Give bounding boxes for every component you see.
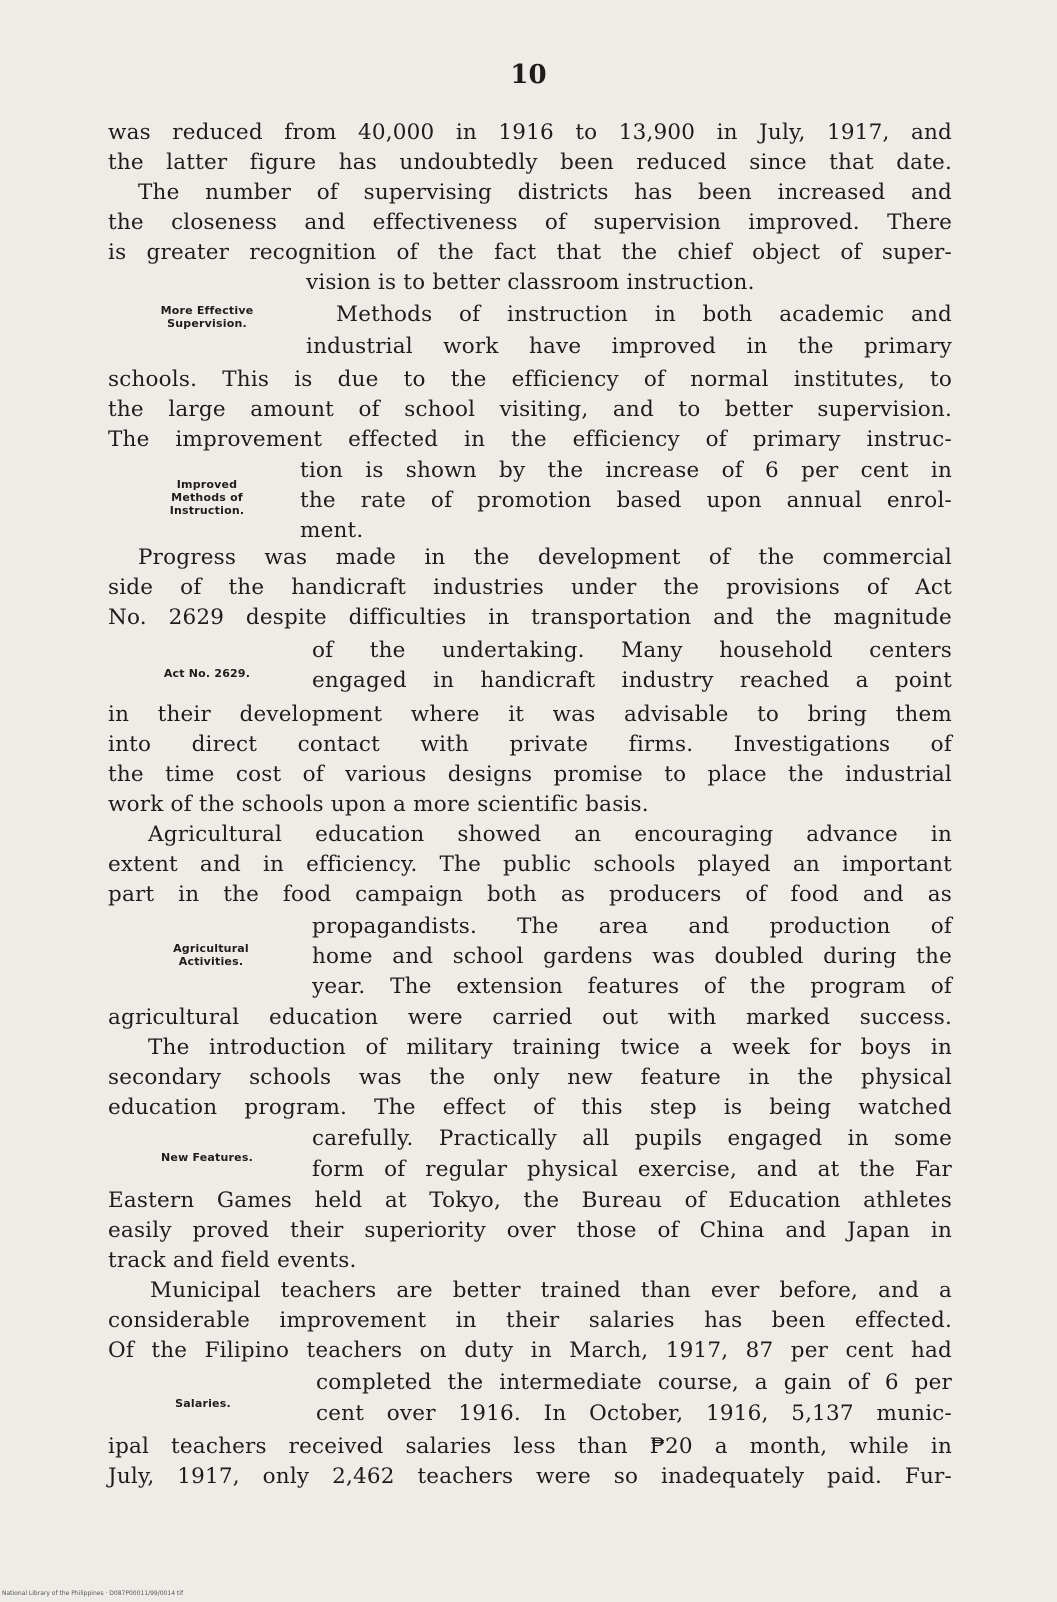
text-line: the closeness and effectiveness of supervision improved. There	[108, 210, 952, 235]
text-line: is greater recognition of the fact that the chief object of super-	[108, 240, 952, 265]
text-line: the rate of promotion based upon annual enrol-	[300, 488, 952, 513]
text-line: the time cost of various designs promise to place the industrial	[108, 762, 952, 787]
text-line: home and school gardens was doubled during the	[312, 944, 952, 969]
sidenote-salaries: Salaries.	[175, 1397, 231, 1410]
text-line: secondary schools was the only new feature in the physical	[108, 1065, 952, 1090]
text-line: The improvement effected in the efficiency of primary instruc-	[108, 427, 952, 452]
sidenote-new-features: New Features.	[161, 1151, 253, 1164]
text-line: considerable improvement in their salaries has been effected.	[108, 1308, 952, 1333]
text-line: ipal teachers received salaries less than ₱20 a month, while in	[108, 1434, 952, 1459]
sidenote-act-no-2629: Act No. 2629.	[163, 667, 251, 680]
text-line: of the undertaking. Many household centers	[312, 638, 952, 663]
text-line: in their development where it was advisable to bring them	[108, 702, 952, 727]
text-line: the large amount of school visiting, and to better supervision.	[108, 397, 952, 422]
text-line: side of the handicraft industries under the provisions of Act	[108, 575, 952, 600]
text-line: No. 2629 despite difficulties in transportation and the magnitude	[108, 605, 952, 630]
text-line: extent and in efficiency. The public schools played an important	[108, 852, 952, 877]
text-line: education program. The effect of this step is being watched	[108, 1095, 952, 1120]
text-line: Of the Filipino teachers on duty in March, 1917, 87 per cent had	[108, 1338, 952, 1363]
text-line: Methods of instruction in both academic and	[336, 302, 952, 327]
text-line: the latter figure has undoubtedly been reduced since that date.	[108, 150, 952, 175]
text-line: industrial work have improved in the primary	[306, 334, 952, 359]
text-line: agricultural education were carried out with marked success.	[108, 1005, 952, 1030]
sidenote-more-effective-supervision: More Effective Supervision.	[160, 304, 254, 330]
text-line: The introduction of military training twice a week for boys in	[148, 1035, 952, 1060]
text-line: form of regular physical exercise, and at the Far	[312, 1157, 952, 1182]
text-line: work of the schools upon a more scientific basis.	[108, 792, 649, 817]
sidenote-agricultural-activities: Agricultural Activities.	[173, 942, 249, 968]
sidenote-improved-methods: Improved Methods of Instruction.	[169, 478, 245, 517]
page-number: 10	[510, 60, 547, 90]
text-line: July, 1917, only 2,462 teachers were so inadequately paid. Fur-	[108, 1464, 952, 1489]
text-line: engaged in handicraft industry reached a point	[312, 668, 952, 693]
text-line: track and field events.	[108, 1248, 357, 1273]
text-line: Eastern Games held at Tokyo, the Bureau of Education athletes	[108, 1188, 952, 1213]
text-line: part in the food campaign both as producers of food and as	[108, 882, 952, 907]
text-line: schools. This is due to the efficiency of normal institutes, to	[108, 367, 952, 392]
text-line: The number of supervising districts has been increased and	[138, 180, 952, 205]
text-line: tion is shown by the increase of 6 per cent in	[300, 458, 952, 483]
text-line: cent over 1916. In October, 1916, 5,137 munic-	[316, 1401, 952, 1426]
text-line: ment.	[300, 518, 364, 543]
text-line: vision is to better classroom instruction.	[306, 270, 755, 295]
text-line: into direct contact with private firms. Investigations of	[108, 732, 952, 757]
text-line: Municipal teachers are better trained than ever before, and a	[150, 1278, 952, 1303]
text-line: carefully. Practically all pupils engaged in some	[312, 1126, 952, 1151]
text-line: Agricultural education showed an encouraging advance in	[148, 822, 952, 847]
text-line: was reduced from 40,000 in 1916 to 13,900 in July, 1917, and	[108, 120, 952, 145]
text-line: propagandists. The area and production of	[312, 914, 952, 939]
scan-footer: National Library of the Philippines · D087P00011/99/0014 tif	[2, 1590, 184, 1597]
text-line: completed the intermediate course, a gain of 6 per	[316, 1370, 952, 1395]
text-line: Progress was made in the development of the commercial	[138, 545, 952, 570]
text-line: easily proved their superiority over those of China and Japan in	[108, 1218, 952, 1243]
text-line: year. The extension features of the program of	[312, 974, 952, 999]
